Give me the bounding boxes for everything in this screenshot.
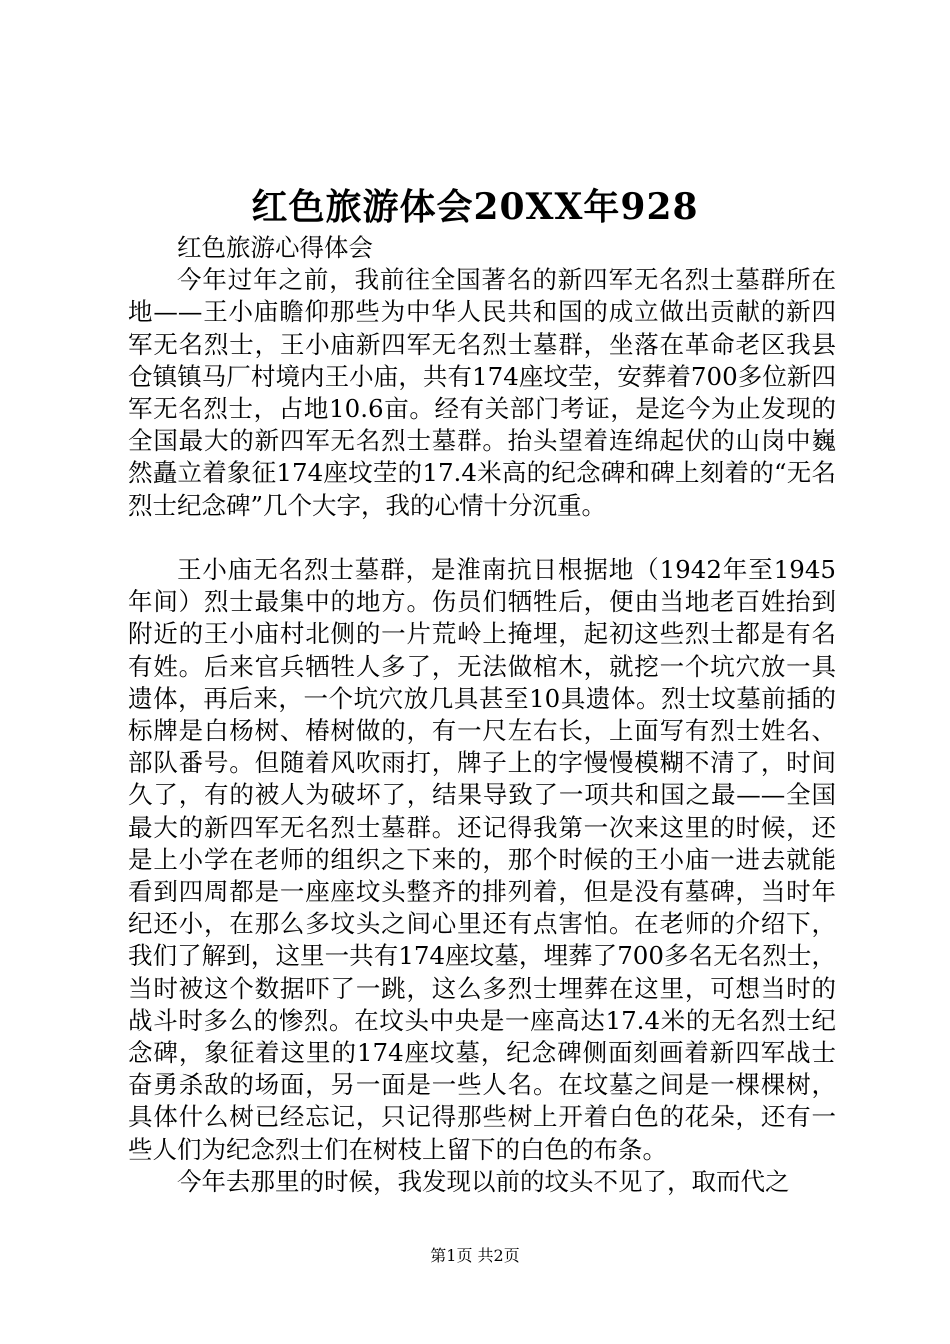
document-title: 红色旅游体会20XX年928 (251, 186, 699, 228)
document-body (128, 232, 836, 1198)
page-number-footer: 第1页 共2页 (430, 1246, 520, 1265)
body-paragraph: 今年过年之前，我前往全国著名的新四军无名烈士墓群所在地——王小庙瞻仰那些为中华人民共和国的成立做出贡献的新四军无名烈士，王小庙新四军无名烈士墓群，坐落在革命老区我县仓镇镇马厂村境内王小庙，共有174座坟茔，安葬着700多位新四军无名烈士，占地10.6亩。经有关部门考证，是迄今为止发现的全国最大的新四军无名烈士墓群。抬头望着连绵起伏的山岗中巍然矗立着象征174座坟茔的17.4米高的纪念碑和碑上刻着的“无名烈士纪念碑”几个大字，我的心情十分沉重。 (128, 265, 836, 520)
body-paragraph: 今年去那里的时候，我发现以前的坟头不见了，取而代之 (177, 1166, 790, 1196)
body-paragraph: 王小庙无名烈士墓群，是淮南抗日根据地（1942年至1945年间）烈士最集中的地方。伤员们牺牲后，便由当地老百姓抬到附近的王小庙村北侧的一片荒岭上掩埋，起初这些烈士都是有名有姓。后来官兵牺牲人多了，无法做棺木，就挖一个坑穴放一具遗体，再后来，一个坑穴放几具甚至10具遗体。烈士坟墓前插的标牌是白杨树、椿树做的，有一尺左右长，上面写有烈士姓名、部队番号。但随着风吹雨打，牌子上的字慢慢模糊不清了，时间久了，有的被人为破坏了，结果导致了一项共和国之最——全国最大的新四军无名烈士墓群。还记得我第一次来这里的时候，还是上小学在老师的组织之下来的，那个时候的王小庙一进去就能看到四周都是一座座坟头整齐的排列着，但是没有墓碑，当时年纪还小，在那么多坟头之间心里还有点害怕。在老师的介绍下，我们了解到，这里一共有174座坟墓，埋葬了700多名无名烈士，当时被这个数据吓了一跳，这么多烈士埋葬在这里，可想当时的战斗时多么的惨烈。在坟头中央是一座高达17.4米的无名烈士纪念碑，象征着这里的174座坟墓，纪念碑侧面刻画着新四军战士奋勇杀敌的场面，另一面是一些人名。在坟墓之间是一棵棵树，具体什么树已经忘记，只记得那些树上开着白色的花朵，还有一些人们为纪念烈士们在树枝上留下的白色的布条。 (128, 555, 836, 1164)
paragraph-spacer (128, 522, 836, 554)
subtitle-paragraph: 红色旅游心得体会 (177, 233, 373, 262)
